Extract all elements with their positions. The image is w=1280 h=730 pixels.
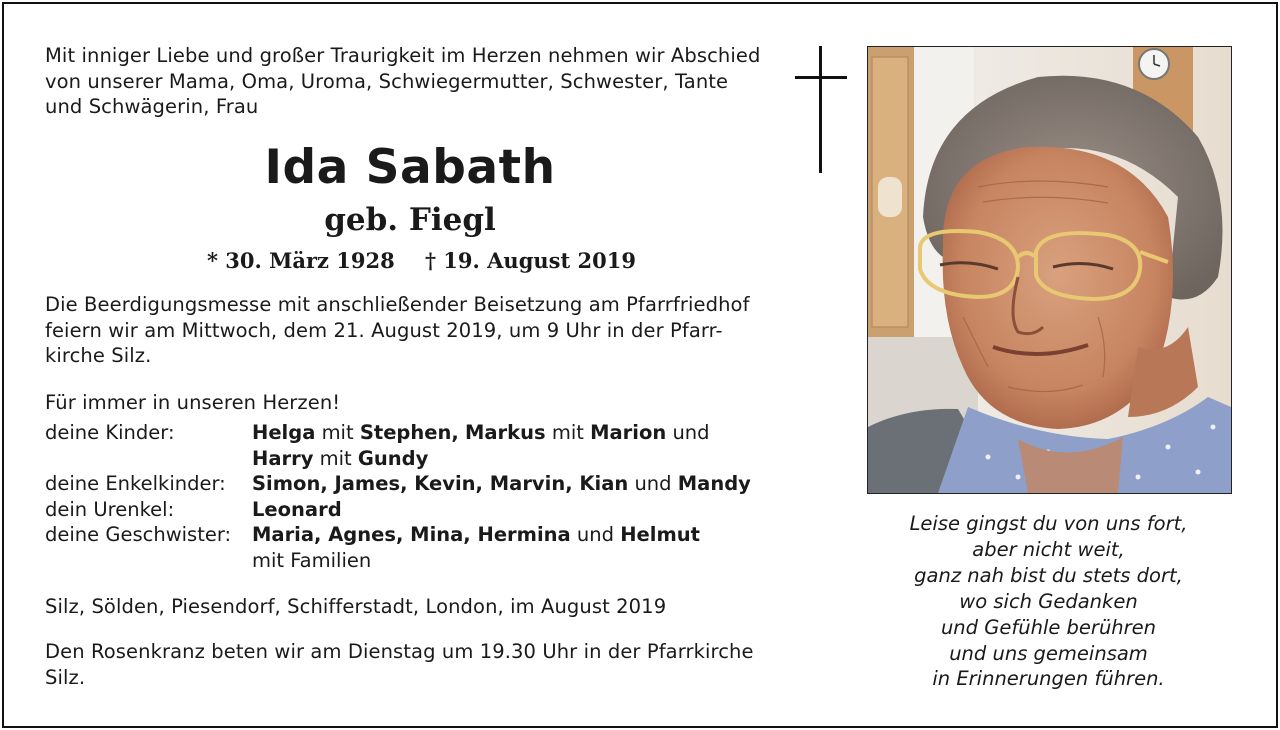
grandchildren-names: Simon, James, Kevin, Marvin, Kian und Mandy bbox=[252, 472, 751, 496]
death-date: † 19. August 2019 bbox=[425, 248, 636, 273]
places-line: Silz, Sölden, Piesendorf, Schifferstadt, London, im August 2019 bbox=[45, 595, 667, 618]
intro-line-1: Mit inniger Liebe und großer Traurigkeit im Herzen nehmen wir Abschied bbox=[45, 44, 761, 67]
cross-icon-bar bbox=[795, 76, 847, 79]
deceased-name: Ida Sabath bbox=[264, 140, 556, 195]
poem-line: aber nicht weit, bbox=[972, 537, 1125, 561]
family-list bbox=[45, 420, 772, 574]
siblings-row bbox=[45, 522, 772, 573]
funeral-line-2: feiern wir am Mittwoch, dem 21. August 2019, um 9 Uhr in der Pfarr- bbox=[45, 318, 723, 342]
children-row bbox=[45, 420, 772, 471]
rosary-line-2: Silz. bbox=[45, 665, 86, 689]
poem-line: und Gefühle berühren bbox=[940, 615, 1157, 639]
portrait-photo bbox=[867, 46, 1232, 494]
grandchildren-label: deine Enkelkinder: bbox=[45, 472, 226, 496]
siblings-names: Maria, Agnes, Mina, Hermina und Helmut mit Familien bbox=[252, 523, 700, 572]
rosary-line-1: Den Rosenkranz beten wir am Dienstag um 19.30 Uhr in der Pfarrkirche bbox=[45, 640, 754, 663]
children-label: deine Kinder: bbox=[45, 421, 175, 444]
great-grandchild-row bbox=[45, 497, 772, 523]
funeral-line-3: kirche Silz. bbox=[45, 344, 152, 367]
children-names: Helga mit Stephen, Markus mit Marion und Harry mit Gundy bbox=[252, 421, 710, 470]
poem-line: Leise gingst du von uns fort, bbox=[909, 512, 1188, 535]
great-grandchild-name: Leonard bbox=[252, 497, 342, 521]
poem-line: wo sich Gedanken bbox=[959, 589, 1138, 613]
forever-line: Für immer in unseren Herzen! bbox=[45, 391, 341, 414]
funeral-line-1: Die Beerdigungsmesse mit anschließender Beisetzung am Pfarrfriedhof bbox=[45, 293, 750, 316]
poem bbox=[867, 511, 1230, 692]
poem-line: ganz nah bist du stets dort, bbox=[914, 563, 1183, 587]
great-grandchild-label: dein Urenkel: bbox=[45, 497, 175, 521]
birth-date: * 30. März 1928 bbox=[207, 248, 395, 273]
maiden-name: geb. Fiegl bbox=[324, 202, 496, 238]
intro-line-3: und Schwägerin, Frau bbox=[45, 95, 259, 118]
poem-line: in Erinnerungen führen. bbox=[932, 667, 1165, 691]
cross-icon bbox=[819, 46, 822, 173]
siblings-label: deine Geschwister: bbox=[45, 523, 232, 547]
grandchildren-row bbox=[45, 471, 772, 497]
intro-line-2: von unserer Mama, Oma, Uroma, Schwiegermutter, Schwester, Tante bbox=[45, 69, 729, 93]
poem-line: und uns gemeinsam bbox=[949, 641, 1148, 665]
